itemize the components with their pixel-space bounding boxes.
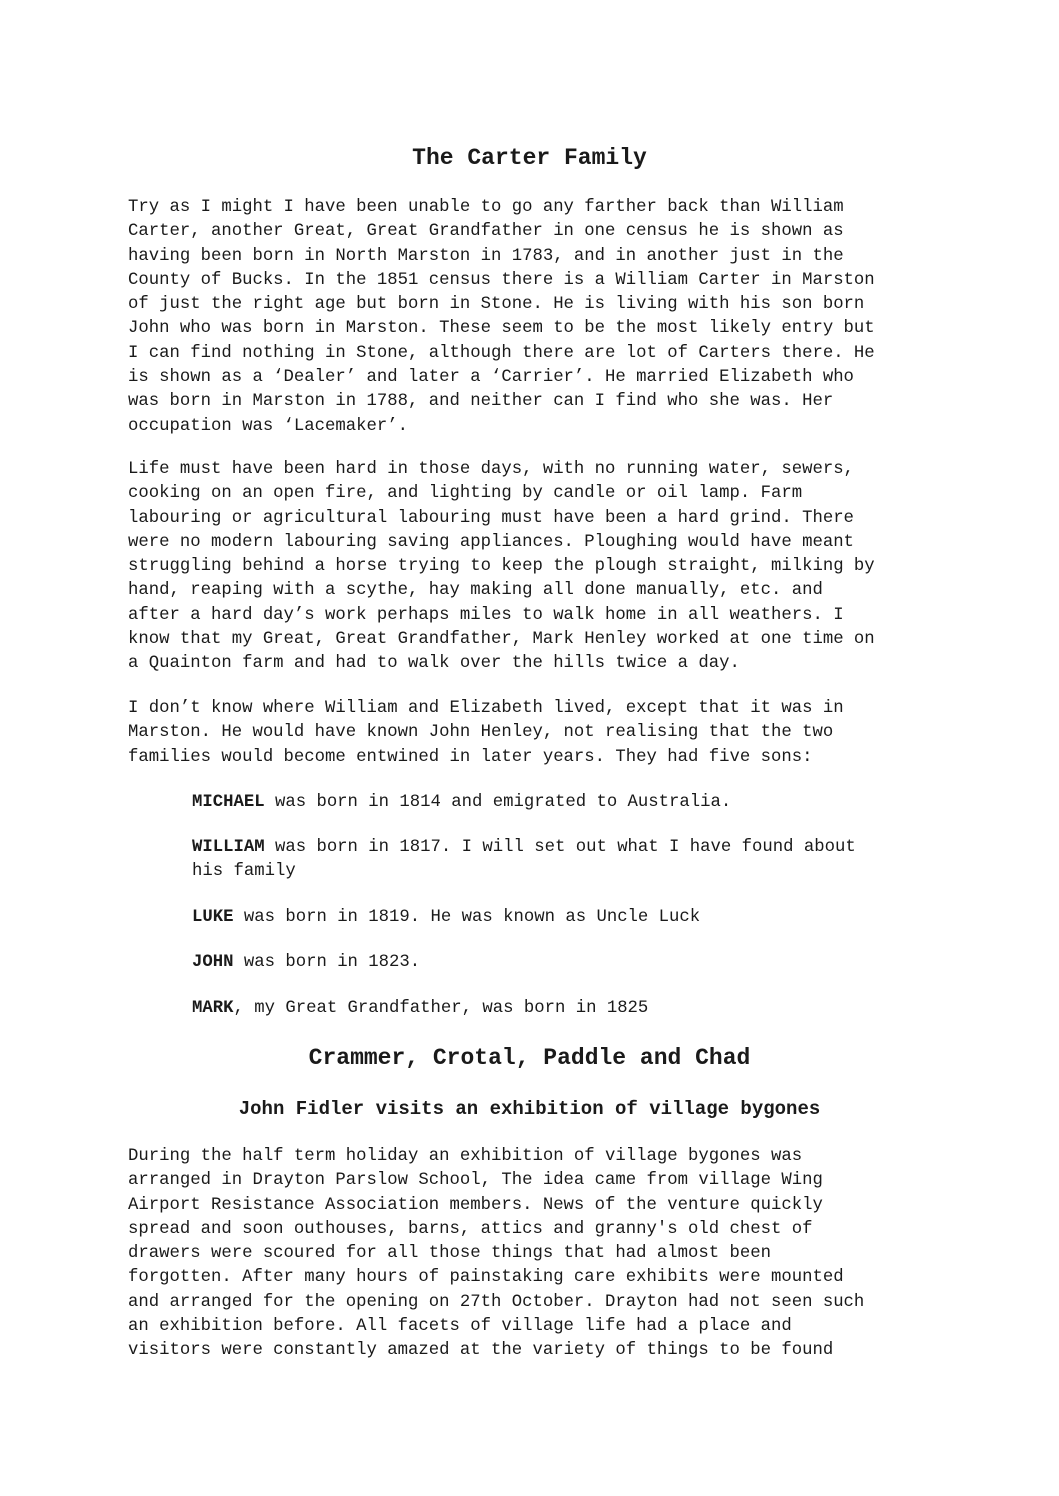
page-title: The Carter Family: [412, 145, 647, 171]
carter-paragraph-3: [128, 697, 928, 770]
text-line: Carter, another Great, Great Grandfather in one census he is shown as: [128, 222, 844, 242]
son-name: LUKE: [192, 908, 234, 927]
text-line: drawers were scoured for all those things that had almost been: [128, 1244, 771, 1264]
text-line: were no modern labouring saving appliances. Ploughing would have meant: [128, 532, 854, 552]
son-text: , my Great Grandfather, was born in 1825: [233, 999, 649, 1018]
son-text: was born in 1814 and emigrated to Australia.: [264, 793, 732, 812]
text-line: was born in Marston in 1788, and neither can I find who she was. Her: [128, 392, 834, 412]
text-line: occupation was ‘Lacemaker’.: [128, 416, 409, 436]
son-text: was born in 1817. I will set out what I have found about: [264, 838, 856, 857]
text-line: having been born in North Marston in 1783, and in another just in the: [128, 246, 844, 266]
son-name: WILLIAM: [192, 838, 265, 857]
son-entry-william: [192, 836, 912, 885]
text-line: I can find nothing in Stone, although there are lot of Carters there. He: [128, 343, 875, 363]
text-line: John who was born in Marston. These seem to be the most likely entry but: [128, 319, 875, 339]
son-name: MICHAEL: [192, 793, 265, 812]
son-text: his family: [192, 862, 296, 882]
text-line: struggling behind a horse trying to keep the plough straight, milking by: [128, 557, 875, 577]
text-line: labouring or agricultural labouring must have been a hard grind. There: [128, 508, 854, 528]
son-entry-luke: [192, 906, 912, 930]
text-line: and arranged for the opening on 27th October. Drayton had not seen such: [128, 1292, 865, 1312]
text-line: families would become entwined in later years. They had five sons:: [128, 747, 813, 767]
text-line: During the half term holiday an exhibition of village bygones was: [128, 1147, 803, 1166]
son-text: was born in 1823.: [233, 953, 421, 972]
son-name: JOHN: [192, 953, 234, 972]
son-name: MARK: [192, 999, 234, 1018]
son-text: was born in 1819. He was known as Uncle Luck: [233, 908, 701, 927]
text-line: hand, reaping with a scythe, hay making all done manually, etc. and: [128, 581, 823, 601]
text-line: County of Bucks. In the 1851 census there is a William Carter in Marston: [128, 270, 875, 290]
text-line: Airport Resistance Association members. News of the venture quickly: [128, 1195, 823, 1215]
son-entry-john: [192, 951, 912, 975]
text-line: Marston. He would have known John Henley, not realising that the two: [128, 723, 834, 743]
text-line: of just the right age but born in Stone. He is living with his son born: [128, 295, 865, 315]
text-line: forgotten. After many hours of painstaking care exhibits were mounted: [128, 1268, 844, 1288]
text-line: cooking on an open fire, and lighting by candle or oil lamp. Farm: [128, 484, 803, 504]
text-line: know that my Great, Great Grandfather, Mark Henley worked at one time on: [128, 630, 875, 650]
text-line: I don’t know where William and Elizabeth lived, except that it was in: [128, 699, 844, 718]
son-entry-michael: [192, 791, 912, 815]
bygones-paragraph-1: [128, 1145, 928, 1364]
text-line: Life must have been hard in those days, with no running water, sewers,: [128, 460, 854, 479]
text-line: is shown as a ‘Dealer’ and later a ‘Carrier’. He married Elizabeth who: [128, 368, 854, 388]
text-line: arranged in Drayton Parslow School, The idea came from village Wing: [128, 1171, 823, 1191]
text-line: spread and soon outhouses, barns, attics and granny's old chest of: [128, 1219, 813, 1239]
section-subtitle: John Fidler visits an exhibition of village bygones: [238, 1098, 821, 1120]
text-line: an exhibition before. All facets of village life had a place and: [128, 1317, 792, 1337]
section-title: Crammer, Crotal, Paddle and Chad: [308, 1045, 751, 1071]
carter-paragraph-2: [128, 458, 928, 677]
text-line: visitors were constantly amazed at the variety of things to be found: [128, 1341, 834, 1361]
son-entry-mark: [192, 997, 912, 1021]
text-line: Try as I might I have been unable to go any farther back than William: [128, 198, 844, 217]
carter-paragraph-1: [128, 196, 928, 439]
text-line: after a hard day’s work perhaps miles to walk home in all weathers. I: [128, 605, 844, 625]
text-line: a Quainton farm and had to walk over the hills twice a day.: [128, 654, 740, 674]
